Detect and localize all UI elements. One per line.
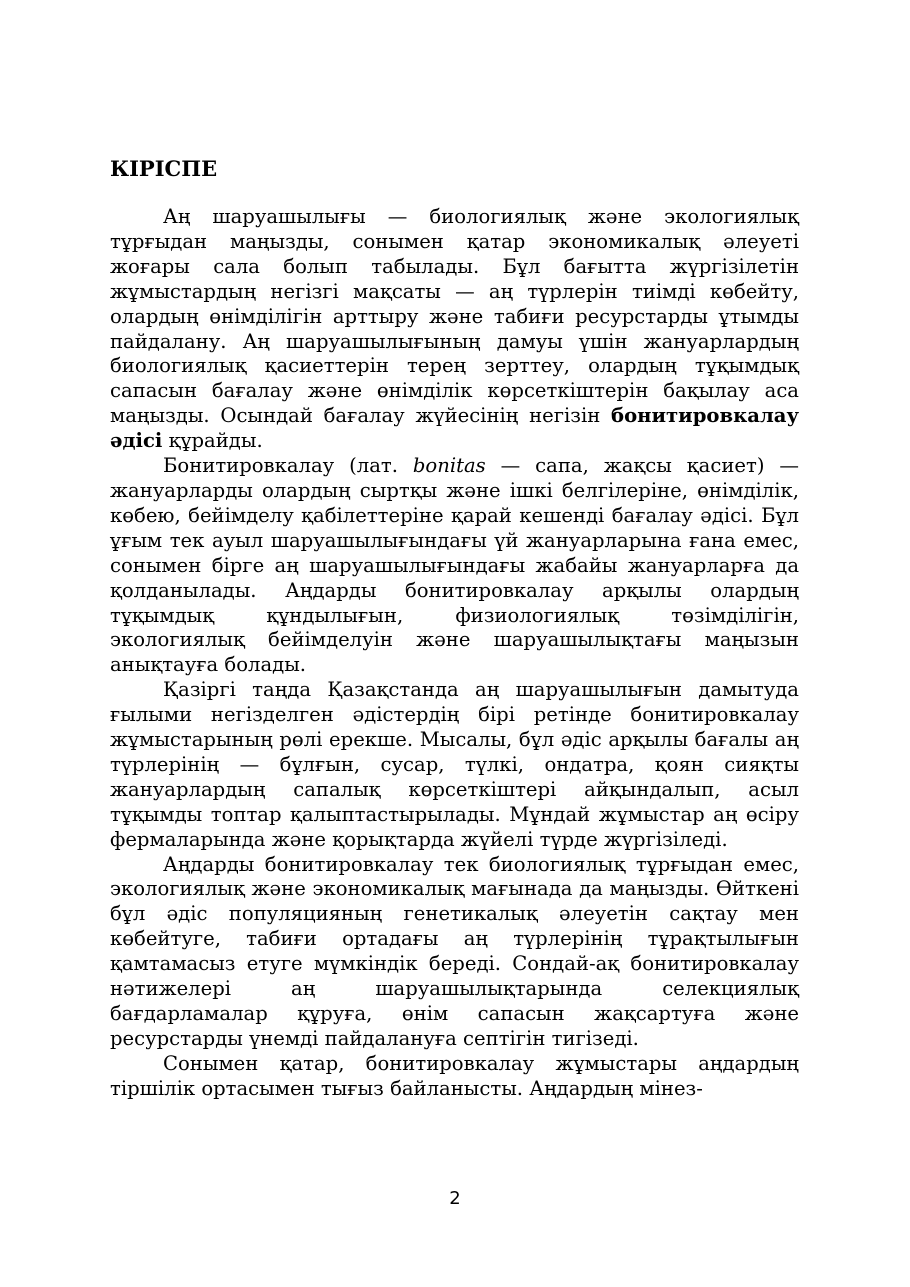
paragraph-1-bold-term: бонитировкалау әдісі — [110, 404, 799, 453]
paragraph-4: Аңдарды бонитировкалау тек биологиялық тұрғыдан емес, экологиялық және экономикалық мағынада да маңызды. Өйткені бұл әдіс популяцияның генетикалық әлеуетін сақтау мен көбейтуге, табиғи ортадағы аң түрлерінің тұрақтылығын қамтамасыз етуге мүмкіндік береді. Сондай-ақ бонитировкалау нәтижелері аң шаруашылықтарында селекциялық бағдарламалар құруға, өнім сапасын жақсартуға және ресурстарды үнемді пайдалануға септігін тигізеді. — [110, 852, 799, 1050]
paragraph-2-text: Бонитировкалау (лат. — [163, 454, 413, 478]
paragraph-5: Сонымен қатар, бонитировкалау жұмыстары аңдардың тіршілік ортасымен тығыз байланысты. Аңдардың мінез- — [110, 1051, 799, 1100]
paragraph-2-italic-term: bonitas — [412, 454, 486, 478]
paragraph-2 — [110, 454, 799, 678]
document-body — [110, 155, 799, 1102]
paragraph-1-text: Аң шаруашылығы — биологиялық және экологиялық тұрғыдан маңызды, сонымен қатар экономикалық әлеуеті жоғары сала болып табылады. Бұл бағытта жүргізілетін жұмыстардың негізгі мақсаты — аң түрлерін тиімді көбейту, олардың өнімділігін арттыру және табиғи ресурстарды ұтымды пайдалану. Аң шаруашылығының дамуы үшін жануарлардың биологиялық қасиеттерін терең зерттеу, олардың тұқымдық сапасын бағалау және өнімділік көрсеткіштерін бақылау аса маңызды. Осындай бағалау жүйесінің негізін — [110, 205, 799, 428]
paragraph-3: Қазіргі таңда Қазақстанда аң шаруашылығын дамытуда ғылыми негізделген әдістердің бірі ретінде бонитировкалау жұмыстарының рөлі ерекше. Мысалы, бұл әдіс арқылы бағалы аң түрлерінің — бұлғын, сусар, түлкі, ондатра, қоян сияқты жануарлардың сапалық көрсеткіштері айқындалып, асыл тұқымды топтар қалыптастырылады. Мұндай жұмыстар аң өсіру фермаларында және қорықтарда жүйелі түрде жүргізіледі. — [110, 678, 799, 851]
paragraph-1 — [110, 205, 799, 454]
paragraph-2-text-end: — сапа, жақсы қасиет) — жануарларды олардың сыртқы және ішкі белгілеріне, өнімділік, көбею, бейімделу қабілеттеріне қарай кешенді бағалау әдісі. Бұл ұғым тек ауыл шаруашылығындағы үй жануарларына ғана емес, сонымен бірге аң шаруашылығындағы жабайы жануарларға да қолданылады. Аңдарды бонитировкалау арқылы олардың тұқымдық құндылығын, физиологиялық төзімділігін, экологиялық бейімделуін және шаруашылықтағы маңызын анықтауға болады. — [110, 454, 799, 677]
page-number: 2 — [449, 1188, 461, 1209]
section-heading: КІРІСПЕ — [110, 156, 218, 181]
paragraph-1-text-end: құрайды. — [162, 429, 263, 453]
